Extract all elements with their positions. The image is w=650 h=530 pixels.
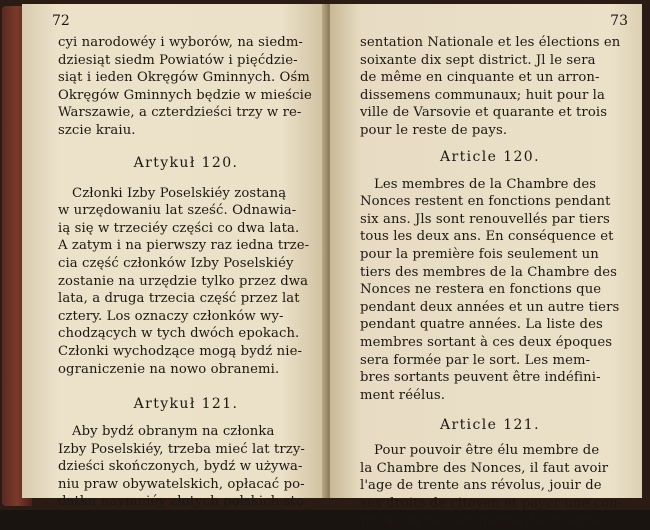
text-line: dzieści skończonych, bydź w używa- bbox=[58, 459, 303, 475]
text-line: Les membres de la Chambre des bbox=[374, 176, 597, 192]
text-line: tous les deux ans. En conséquence et bbox=[360, 229, 614, 245]
text-line: chodzących w tych dwóch epokach. bbox=[58, 326, 300, 342]
text-line: A zatym i na pierwszy raz iedna trze- bbox=[58, 238, 310, 254]
left-page bbox=[22, 4, 328, 510]
text-line: siąt i ieden Okręgów Gminnych. Ośm bbox=[58, 70, 310, 86]
article-body bbox=[360, 442, 623, 530]
article-body bbox=[58, 185, 314, 379]
text-line: zostanie na urzędzie tylko przez dwa bbox=[58, 273, 309, 289]
text-line: szcie kraiu. bbox=[58, 122, 136, 138]
text-line: ville de Varsovie et quarante et trois bbox=[360, 105, 608, 121]
article-heading: Artykuł 121. bbox=[133, 396, 239, 413]
text-line: Nonces ne restera en fonctions que bbox=[360, 282, 602, 298]
article-body bbox=[360, 176, 620, 405]
right-page bbox=[330, 4, 642, 529]
text-line: ią się w trzeciéy części co dwa lata. bbox=[58, 220, 300, 236]
page-number: 73 bbox=[610, 13, 628, 29]
text-line: lata, a druga trzecia część przez lat bbox=[58, 291, 300, 307]
article-heading: Article 121. bbox=[440, 417, 540, 434]
text-line: soixante dix sept district. Jl le sera bbox=[360, 52, 596, 68]
text-line: l'age de trente ans révolus, jouir de bbox=[360, 478, 602, 494]
continued-paragraph bbox=[360, 34, 620, 140]
text-line: Warszawie, a czterdzieści trzy w re- bbox=[58, 105, 302, 121]
text-line: pendant deux années et un autre tiers bbox=[360, 299, 620, 315]
text-line: six ans. Jls sont renouvellés par tiers bbox=[360, 211, 610, 227]
text-line: cyi narodowéy i wyborów, na siedm- bbox=[58, 35, 303, 50]
text-line: w urzędowaniu lat sześć. Odnawia- bbox=[58, 203, 297, 219]
text-line: la Chambre des Nonces, il faut avoir bbox=[360, 460, 609, 476]
text-line: ograniczenie na nowo obranemi. bbox=[58, 361, 280, 377]
text-line: Aby bydź obranym na członka bbox=[72, 424, 275, 440]
text-line: Członki wychodzące mogą bydź nie- bbox=[58, 343, 303, 359]
text-line: ses droits de citoyen et payer une con- bbox=[360, 496, 623, 512]
article-heading: Artykuł 120. bbox=[133, 154, 239, 171]
text-line: tiers des membres de la Chambre des bbox=[360, 264, 618, 280]
text-line: pour le reste de pays. bbox=[360, 122, 508, 138]
text-line: pour la première fois seulement un bbox=[360, 246, 599, 262]
text-line: de même en cinquante et un arron- bbox=[360, 70, 600, 86]
text-line: dissemens communaux; huit pour la bbox=[360, 87, 605, 103]
text-line: Nonces restent en fonctions pendant bbox=[360, 194, 611, 210]
text-line: membres sortant à ces deux époques bbox=[360, 334, 613, 350]
text-line: dziesiąt siedm Powiatów i pięćdzie- bbox=[58, 52, 298, 68]
text-line: cia część członków Izby Poselskiéy bbox=[58, 255, 294, 271]
text-line: Członki Izby Poselskiéy zostaną bbox=[72, 185, 287, 201]
text-line: sentation Nationale et les élections en bbox=[360, 35, 621, 50]
text-line: cztery. Los oznaczy członków wy- bbox=[58, 308, 284, 324]
text-line: pendant quatre années. La liste des bbox=[360, 317, 603, 333]
text-line: Pour pouvoir être élu membre de bbox=[374, 443, 600, 459]
text-line: sera formée par le sort. Les mem- bbox=[360, 352, 591, 368]
article-body bbox=[58, 423, 314, 511]
text-line: tribution de cent florins de Pologne. bbox=[360, 513, 606, 529]
text-line: ment réélus. bbox=[360, 387, 446, 403]
text-line: Izby Poselskiéy, trzeba mieć lat trzy- bbox=[58, 441, 305, 457]
text-line: bres sortants peuvent être indéfini- bbox=[360, 370, 601, 386]
text-line: datku naymniéy złotych polskich sto. bbox=[58, 494, 308, 510]
article-heading: Article 120. bbox=[440, 148, 540, 165]
text-line: niu praw obywatelskich, opłacać po- bbox=[58, 476, 305, 492]
page-number: 72 bbox=[52, 13, 70, 29]
continued-paragraph bbox=[58, 34, 314, 140]
text-line: Okręgów Gminnych będzie w mieście bbox=[58, 87, 312, 103]
